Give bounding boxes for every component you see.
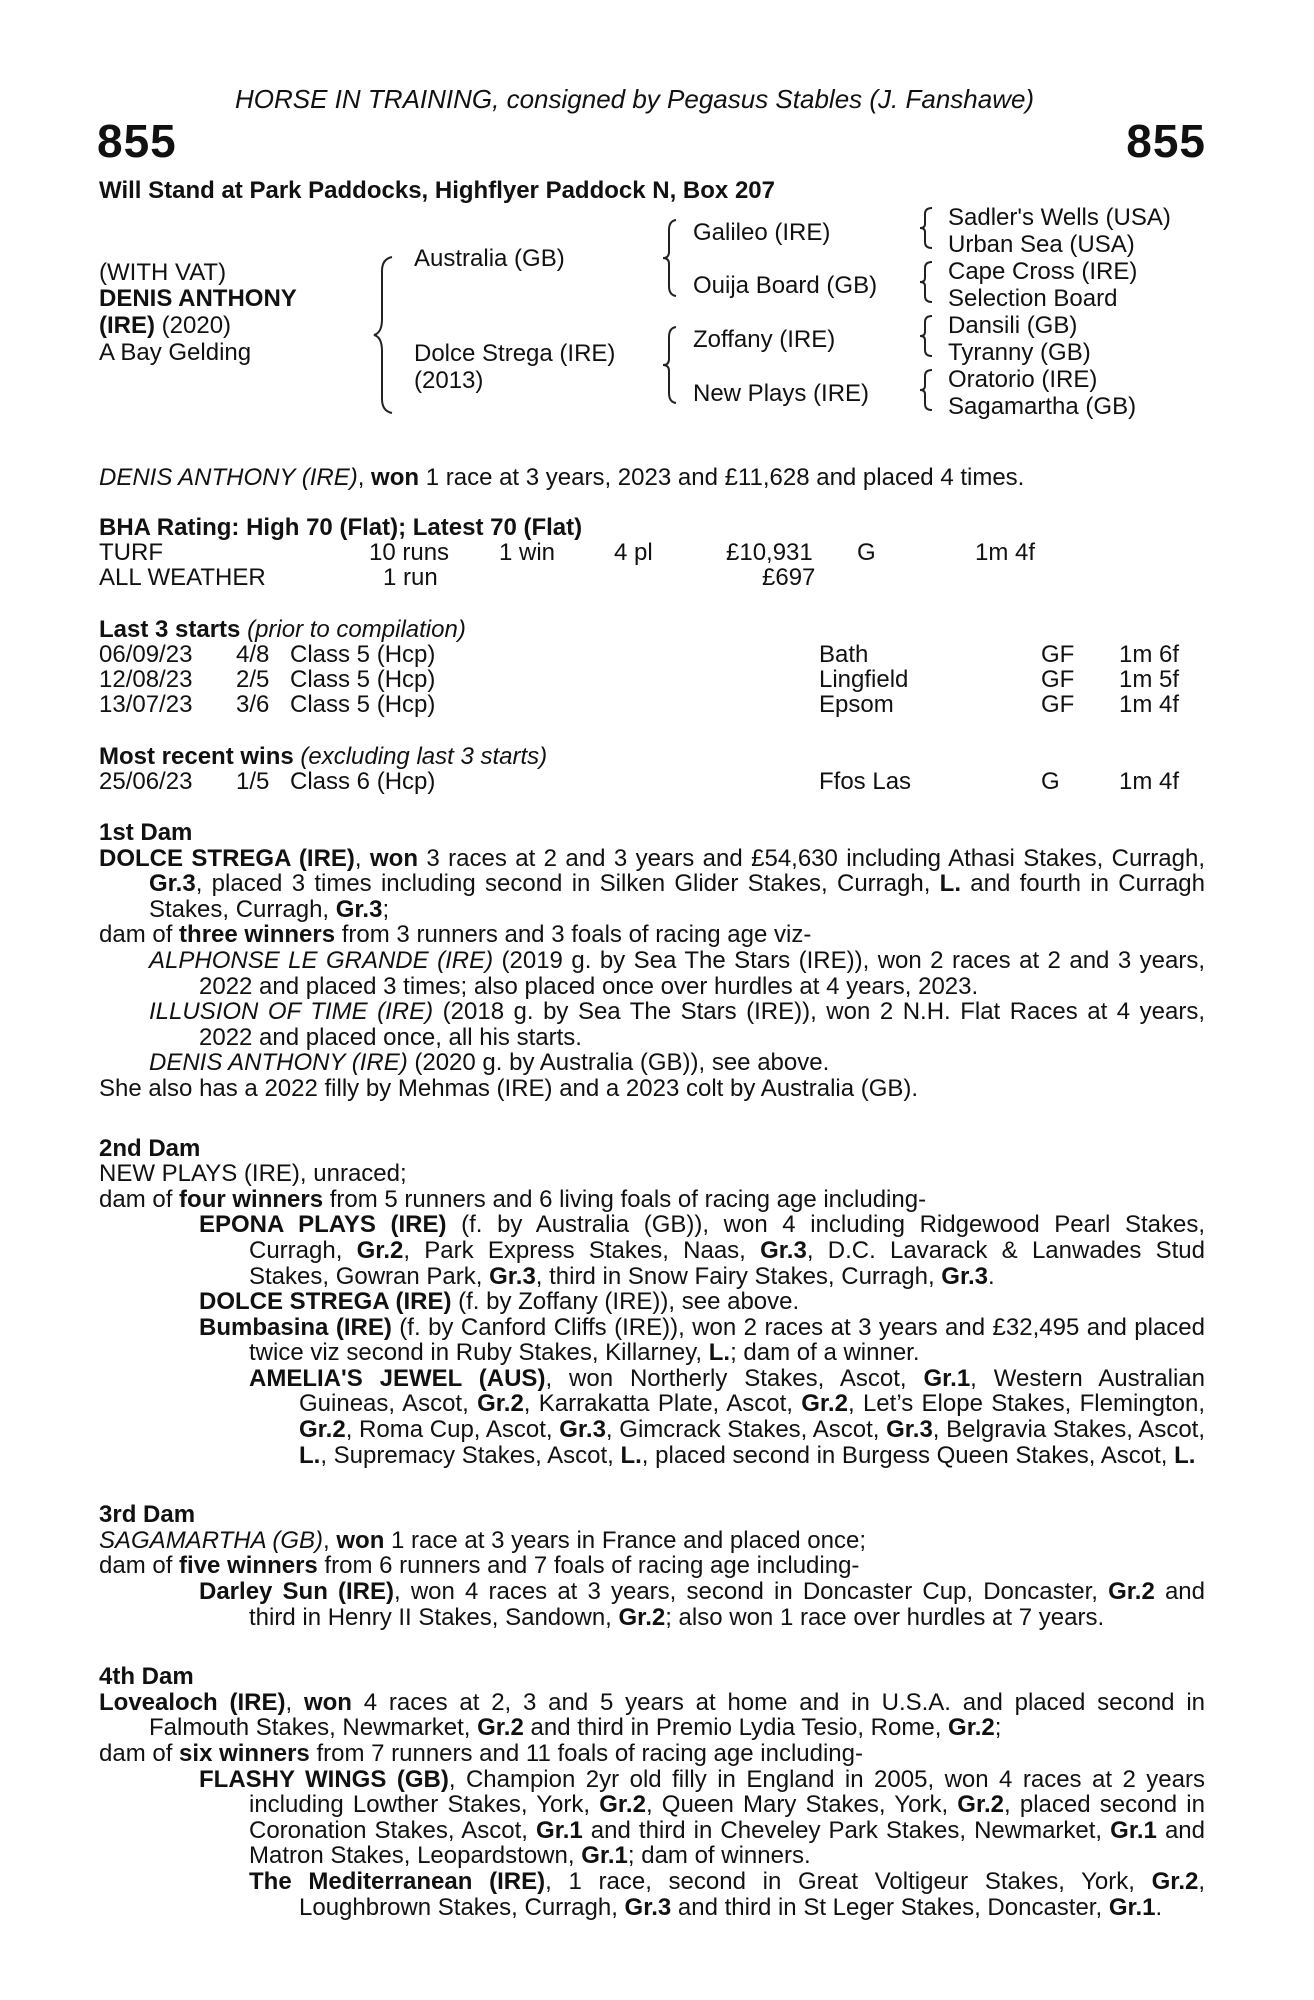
- text-run: dam of: [99, 1552, 180, 1580]
- rating-prize: £697: [762, 564, 816, 591]
- text-run: (f. by Zoffany (IRE)), see above.: [451, 1288, 800, 1316]
- start-course: Epsom: [819, 691, 894, 718]
- pedigree-brace-dam: [660, 325, 682, 405]
- start-row: [99, 667, 1209, 692]
- start-date: 12/08/23: [99, 666, 193, 693]
- text-run: Gr.2: [1108, 1578, 1155, 1606]
- dam1-foal-1: [99, 948, 1205, 999]
- text-run: FLASHY WINGS (GB): [199, 1765, 449, 1793]
- text-run: Gr.3: [149, 870, 196, 898]
- start-row: [99, 692, 1209, 717]
- pedigree-gen3-6: Tyranny (GB): [948, 339, 1091, 366]
- text-run: , placed second in Burgess Queen Stakes, Ascot,: [641, 1441, 1175, 1469]
- consignment-line: HORSE IN TRAINING, consigned by Pegasus Stables (J. Fanshawe): [235, 84, 1035, 114]
- pedigree-sire: Australia (GB): [414, 245, 565, 272]
- section-gap: [99, 1468, 1205, 1490]
- win-distance: 1m 4f: [1119, 768, 1180, 795]
- summary-horse-name: DENIS ANTHONY (IRE): [99, 464, 358, 491]
- text-run: , Roma Cup, Ascot,: [345, 1416, 560, 1444]
- text-run: Gr.2: [1151, 1867, 1199, 1895]
- text-run: , Belgravia Stakes, Ascot,: [932, 1416, 1205, 1444]
- text-run: Gr.1: [1108, 1893, 1156, 1921]
- text-run: , Loughbrown Stakes, Curragh,: [299, 1867, 1206, 1921]
- horse-name: DENIS ANTHONY: [99, 285, 297, 312]
- rating-runs: 10 runs: [369, 539, 450, 566]
- text-run: Gr.2: [957, 1791, 1004, 1819]
- pedigree-brace-main: [370, 255, 400, 415]
- text-run: Gr.3: [624, 1893, 672, 1921]
- text-run: Gr.3: [886, 1416, 933, 1444]
- pedigree-dam-sire: Zoffany (IRE): [693, 326, 836, 353]
- text-run: ALPHONSE LE GRANDE (IRE): [149, 946, 494, 974]
- text-run: Darley Sun (IRE): [199, 1578, 394, 1606]
- rating-title: BHA Rating: High 70 (Flat); Latest 70 (Flat): [99, 514, 583, 541]
- text-run: and third in St Leger Stakes, Doncaster,: [671, 1893, 1109, 1921]
- text-run: and third in Henry II Stakes, Sandown,: [249, 1578, 1205, 1631]
- rating-table: [99, 515, 1209, 590]
- start-course: Bath: [819, 641, 869, 668]
- text-run: AMELIA'S JEWEL (AUS): [249, 1364, 546, 1392]
- text-run: , third in Snow Fairy Stakes, Curragh,: [535, 1262, 942, 1290]
- dam1-record: [99, 846, 1205, 923]
- start-class: Class 5 (Hcp): [290, 641, 436, 668]
- rating-runs: 1 run: [383, 564, 438, 591]
- text-run: Gr.2: [477, 1390, 524, 1418]
- dam2-foal-2: [99, 1289, 1205, 1315]
- text-run: , Karrakatta Plate, Ascot,: [523, 1390, 802, 1418]
- recent-wins-table: [99, 744, 1209, 794]
- text-run: SAGAMARTHA (GB): [99, 1526, 324, 1554]
- text-run: ,: [354, 844, 370, 872]
- text-run: won: [336, 1526, 385, 1554]
- text-run: Gr.1: [536, 1816, 583, 1844]
- win-date: 25/06/23: [99, 768, 193, 795]
- horse-country: (IRE): [99, 312, 155, 339]
- section-gap: [99, 1630, 1205, 1652]
- pedigree-gen3-5: Dansili (GB): [948, 312, 1078, 339]
- text-run: DOLCE STREGA (IRE): [199, 1288, 452, 1316]
- text-run: Gr.3: [760, 1236, 807, 1264]
- text-run: Gr.2: [477, 1714, 524, 1742]
- start-going: GF: [1041, 666, 1075, 693]
- text-run: EPONA PLAYS (IRE): [199, 1211, 447, 1239]
- text-run: , won 4 races at 3 years, second in Doncaster Cup, Doncaster,: [394, 1578, 1109, 1606]
- start-class: Class 5 (Hcp): [290, 666, 436, 693]
- dam2-grandfoal-1: [99, 1366, 1205, 1468]
- text-run: ,: [285, 1688, 304, 1716]
- text-run: Gr.3: [559, 1416, 606, 1444]
- text-run: Lovealoch (IRE): [99, 1688, 286, 1716]
- text-run: , Park Express Stakes, Naas,: [403, 1236, 761, 1264]
- dam1-other-foals: [99, 1076, 1205, 1102]
- text-run: Gr.3: [941, 1262, 988, 1290]
- text-run: , placed second in Coronation Stakes, Ascot,: [249, 1791, 1205, 1844]
- win-class: Class 6 (Hcp): [290, 768, 436, 795]
- text-run: (f. by Australia (GB)), won 4 including Ridgewood Pearl Stakes, Curragh,: [249, 1211, 1205, 1264]
- text-run: and third in Cheveley Park Stakes, Newmarket,: [582, 1816, 1111, 1844]
- recent-wins-note: (excluding last 3 starts): [293, 743, 548, 770]
- dam1-produce: [99, 922, 1205, 948]
- rating-wins: 1 win: [499, 539, 556, 566]
- dam4-record: [99, 1690, 1205, 1741]
- text-run: (f. by Canford Cliffs (IRE)), won 2 races at 3 years and £32,495 and placed twice viz second in Ruby Stakes, Killarney,: [249, 1313, 1205, 1367]
- text-run: Gr.2: [599, 1791, 646, 1819]
- rating-going: G: [857, 539, 876, 566]
- last-starts-note: (prior to compilation): [240, 616, 466, 643]
- text-run: three winners: [179, 921, 336, 949]
- recent-wins-title: Most recent wins: [99, 743, 294, 770]
- text-run: ,: [323, 1526, 337, 1554]
- section-title-2nd-dam: 2nd Dam: [99, 1134, 201, 1162]
- recent-wins-title-wrap: [99, 744, 547, 769]
- dam1-foal-3: [99, 1050, 1205, 1076]
- rating-placed: 4 pl: [614, 539, 653, 566]
- text-run: Gr.2: [801, 1390, 848, 1418]
- text-run: , 1 race, second in Great Voltigeur Stakes, York,: [545, 1867, 1152, 1895]
- text-run: won: [303, 1688, 352, 1716]
- pedigree-sire-sire: Galileo (IRE): [693, 219, 831, 246]
- pedigree-dam-year: (2013): [414, 367, 484, 394]
- text-run: six winners: [179, 1740, 310, 1767]
- text-run: DENIS ANTHONY (IRE): [149, 1049, 408, 1077]
- win-course: Ffos Las: [819, 768, 912, 795]
- text-run: won: [370, 844, 418, 872]
- pedigree-gen3-3: Cape Cross (IRE): [948, 258, 1138, 285]
- text-run: , placed 3 times including second in Silken Glider Stakes, Curragh,: [195, 870, 940, 898]
- pedigree-gen3-1: Sadler's Wells (USA): [948, 204, 1171, 231]
- text-run: from 5 runners and 6 living foals of racing age including-: [323, 1185, 927, 1213]
- start-going: GF: [1041, 691, 1075, 718]
- start-distance: 1m 6f: [1119, 641, 1180, 668]
- text-run: L.: [939, 870, 961, 898]
- text-run: , won Northerly Stakes, Ascot,: [545, 1364, 924, 1392]
- start-position: 4/8: [236, 641, 270, 668]
- text-run: NEW PLAYS (IRE), unraced;: [99, 1160, 407, 1188]
- text-run: , Let’s Elope Stakes, Flemington,: [847, 1390, 1206, 1418]
- text-run: Gr.1: [923, 1364, 971, 1392]
- text-run: ;: [382, 895, 390, 923]
- last-starts-table: [99, 617, 1209, 717]
- lot-number-right: 855: [1126, 115, 1206, 167]
- dam2-foal-1: [99, 1212, 1205, 1289]
- text-run: 3 races at 2 and 3 years and £54,630 including Athasi Stakes, Curragh,: [418, 844, 1206, 872]
- start-distance: 1m 5f: [1119, 666, 1180, 693]
- text-run: Gr.2: [299, 1416, 346, 1444]
- horse-description: A Bay Gelding: [99, 339, 252, 366]
- start-date: 06/09/23: [99, 641, 193, 668]
- text-run: four winners: [179, 1185, 324, 1213]
- text-run: from 6 runners and 7 foals of racing age including-: [317, 1552, 860, 1580]
- text-run: .: [1155, 1893, 1163, 1921]
- start-course: Lingfield: [819, 666, 909, 693]
- text-run: She also has a 2022 filly by Mehmas (IRE) and a 2023 colt by Australia (GB).: [99, 1074, 919, 1102]
- text-run: , Queen Mary Stakes, York,: [645, 1791, 958, 1819]
- last-starts-heading: [99, 617, 1209, 642]
- section-title-3rd-dam: 3rd Dam: [99, 1501, 196, 1529]
- last-starts-title-wrap: [99, 617, 466, 642]
- dam3-record: [99, 1528, 1205, 1554]
- text-run: from 7 runners and 11 foals of racing age including-: [309, 1740, 863, 1767]
- vat-note: (WITH VAT): [99, 259, 227, 286]
- text-run: dam of: [99, 921, 180, 949]
- text-run: DOLCE STREGA (IRE): [99, 844, 355, 872]
- pedigree-brace-sire: [660, 218, 682, 298]
- text-run: , Western Australian Guineas, Ascot,: [299, 1364, 1205, 1418]
- text-run: (2018 g. by Sea The Stars (IRE)), won 2 N.H. Flat Races at 4 years, 2022 and placed once, all his starts.: [199, 998, 1206, 1051]
- text-run: , D.C. Lavarack & Lanwades Stud Stakes, Gowran Park,: [249, 1236, 1205, 1290]
- summary-won: won: [371, 464, 420, 491]
- text-run: Gr.2: [948, 1714, 995, 1742]
- dam2-record: [99, 1161, 1205, 1187]
- start-row: [99, 642, 1209, 667]
- text-run: and Matron Stakes, Leopardstown,: [249, 1816, 1205, 1870]
- text-run: Gr.1: [1110, 1816, 1157, 1844]
- dam1-foal-2: [99, 999, 1205, 1050]
- section-title-1st-dam: 1st Dam: [99, 819, 193, 846]
- text-run: Gr.1: [581, 1842, 628, 1870]
- dam3-produce: [99, 1553, 1205, 1579]
- dam-sections: [99, 820, 1205, 1920]
- section-title-4th-dam: 4th Dam: [99, 1663, 194, 1691]
- text-run: 4 races at 2, 3 and 5 years at home and in U.S.A. and placed second in Falmouth Stakes, Newmarket,: [149, 1688, 1206, 1742]
- summary-rest: 1 race at 3 years, 2023 and £11,628 and placed 4 times.: [419, 464, 1025, 491]
- pedigree-brace-gen3-1: [918, 206, 936, 250]
- text-run: L.: [708, 1339, 731, 1367]
- rating-distance: 1m 4f: [975, 539, 1036, 566]
- pedigree-dam: Dolce Strega (IRE): [414, 340, 616, 367]
- pedigree-dam-dam: New Plays (IRE): [693, 380, 870, 407]
- rating-row-turf: [99, 540, 1209, 565]
- section-gap: [99, 1102, 1205, 1124]
- text-run: , Gimcrack Stakes, Ascot,: [605, 1416, 887, 1444]
- text-run: ;: [994, 1714, 1002, 1742]
- start-position: 2/5: [236, 666, 270, 693]
- text-run: and third in Premio Lydia Tesio, Rome,: [523, 1714, 949, 1742]
- dam4-foal-1: [99, 1767, 1205, 1869]
- dam4-produce: [99, 1741, 1205, 1767]
- win-going: G: [1041, 768, 1060, 795]
- text-run: and fourth in Curragh Stakes, Curragh,: [149, 870, 1205, 923]
- win-position: 1/5: [236, 768, 270, 795]
- lot-number-left: 855: [97, 115, 177, 167]
- text-run: , Supremacy Stakes, Ascot,: [320, 1441, 621, 1469]
- pedigree-brace-gen3-3: [918, 314, 936, 358]
- text-run: five winners: [179, 1552, 318, 1580]
- horse-origin: [99, 313, 231, 339]
- race-summary: DENIS ANTHONY (IRE), won 1 race at 3 years, 2023 and £11,628 and placed 4 times.: [99, 464, 1025, 491]
- text-run: dam of: [99, 1740, 180, 1767]
- text-run: Gr.2: [618, 1603, 666, 1631]
- start-going: GF: [1041, 641, 1075, 668]
- pedigree-gen3-7: Oratorio (IRE): [948, 366, 1098, 393]
- start-class: Class 5 (Hcp): [290, 691, 436, 718]
- text-run: Gr.3: [335, 895, 383, 923]
- text-run: L.: [299, 1441, 321, 1469]
- text-run: L.: [620, 1441, 642, 1469]
- pedigree-gen3-2: Urban Sea (USA): [948, 231, 1135, 258]
- pedigree-sire-dam: Ouija Board (GB): [693, 272, 878, 299]
- pedigree-gen3-4: Selection Board: [948, 285, 1118, 312]
- pedigree-brace-gen3-2: [918, 260, 936, 304]
- text-run: The Mediterranean (IRE): [249, 1867, 546, 1895]
- rating-surface: TURF: [99, 539, 163, 566]
- rating-row-all-weather: [99, 565, 1209, 590]
- start-distance: 1m 4f: [1119, 691, 1180, 718]
- text-run: ; dam of a winner.: [730, 1339, 920, 1367]
- text-run: ; dam of winners.: [627, 1842, 811, 1870]
- text-run: from 3 runners and 3 foals of racing age viz-: [335, 921, 812, 949]
- text-run: Bumbasina (IRE): [199, 1313, 392, 1341]
- text-run: Gr.2: [356, 1236, 404, 1264]
- horse-year: (2020): [155, 312, 232, 339]
- dam3-foal-1: [99, 1579, 1205, 1630]
- text-run: (2019 g. by Sea The Stars (IRE)), won 2 races at 2 and 3 years, 2022 and placed 3 times; also placed once over hurdles at 4 years, 2023.: [199, 946, 1205, 1000]
- rating-prize: £10,931: [726, 539, 813, 566]
- text-run: ; also won 1 race over hurdles at 7 years.: [665, 1603, 1105, 1631]
- dam2-produce: [99, 1187, 1205, 1213]
- stand-location: Will Stand at Park Paddocks, Highflyer Paddock N, Box 207: [99, 177, 775, 204]
- text-run: ILLUSION OF TIME (IRE): [149, 998, 434, 1026]
- text-run: 1 race at 3 years in France and placed once;: [384, 1526, 866, 1554]
- text-run: dam of: [99, 1185, 180, 1213]
- dam2-foal-3: [99, 1315, 1205, 1366]
- text-run: Gr.3: [489, 1262, 536, 1290]
- start-date: 13/07/23: [99, 691, 193, 718]
- win-row: [99, 769, 1209, 794]
- text-run: , Champion 2yr old filly in England in 2005, won 4 races at 2 years including Lowther Stakes, York,: [249, 1765, 1205, 1819]
- text-run: .: [988, 1262, 995, 1290]
- dam4-grandfoal-1: [99, 1869, 1205, 1920]
- start-position: 3/6: [236, 691, 270, 718]
- rating-surface: ALL WEATHER: [99, 564, 266, 591]
- pedigree-gen3-8: Sagamartha (GB): [948, 393, 1137, 420]
- recent-wins-heading: [99, 744, 1209, 769]
- text-run: L.: [1174, 1441, 1196, 1469]
- text-run: (2020 g. by Australia (GB)), see above.: [407, 1049, 830, 1077]
- last-starts-title: Last 3 starts: [99, 616, 241, 643]
- pedigree-brace-gen3-4: [918, 368, 936, 412]
